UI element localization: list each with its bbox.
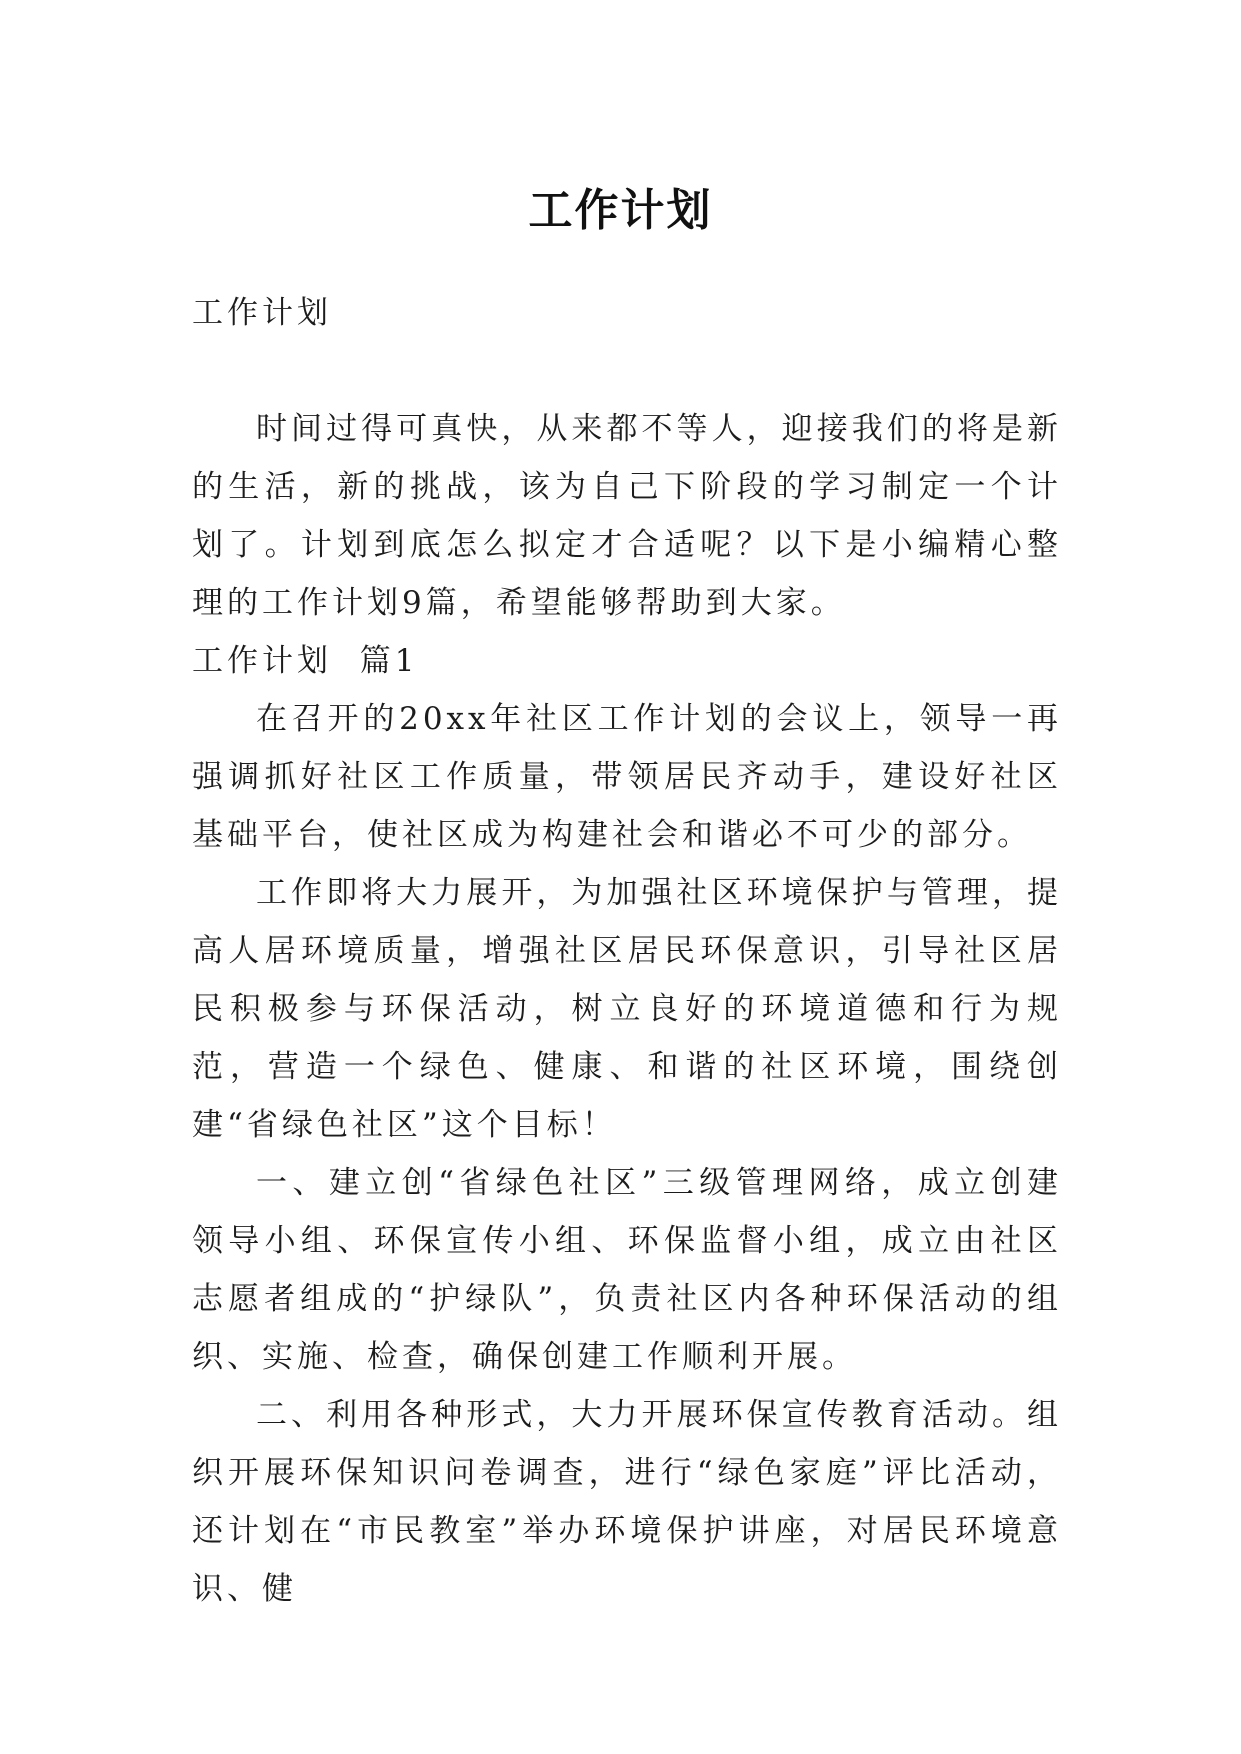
document-subtitle: 工作计划 [192,295,332,331]
body-paragraph: 一、建立创“省绿色社区”三级管理网络，成立创建领导小组、环保宣传小组、环保监督小组，成立由社区志愿者组成的“护绿队”，负责社区内各种环保活动的组织、实施、检查，确保创建工作顺利开展。 [192,1165,1062,1375]
body-paragraph: 工作即将大力展开，为加强社区环境保护与管理，提高人居环境质量，增强社区居民环保意识，引导社区居民积极参与环保活动，树立良好的环境道德和行为规范，营造一个绿色、健康、和谐的社区环境，围绕创建“省绿色社区”这个目标！ [192,875,1062,1143]
document-title: 工作计划 [528,185,713,237]
section-heading: 工作计划 篇1 [192,643,419,679]
intro-paragraph: 时间过得可真快，从来都不等人，迎接我们的将是新的生活，新的挑战，该为自己下阶段的学习制定一个计划了。计划到底怎么拟定才合适呢？以下是小编精心整理的工作计划9篇，希望能够帮助到大家。 [192,411,1062,621]
body-paragraph: 二、利用各种形式，大力开展环保宣传教育活动。组织开展环保知识问卷调查，进行“绿色家庭”评比活动，还计划在“市民教室”举办环境保护讲座，对居民环境意识、健 [192,1397,1062,1607]
body-paragraph: 在召开的20xx年社区工作计划的会议上，领导一再强调抓好社区工作质量，带领居民齐动手，建设好社区基础平台，使社区成为构建社会和谐必不可少的部分。 [192,701,1062,853]
blank-line [192,342,1062,400]
document-body [192,284,1062,1618]
